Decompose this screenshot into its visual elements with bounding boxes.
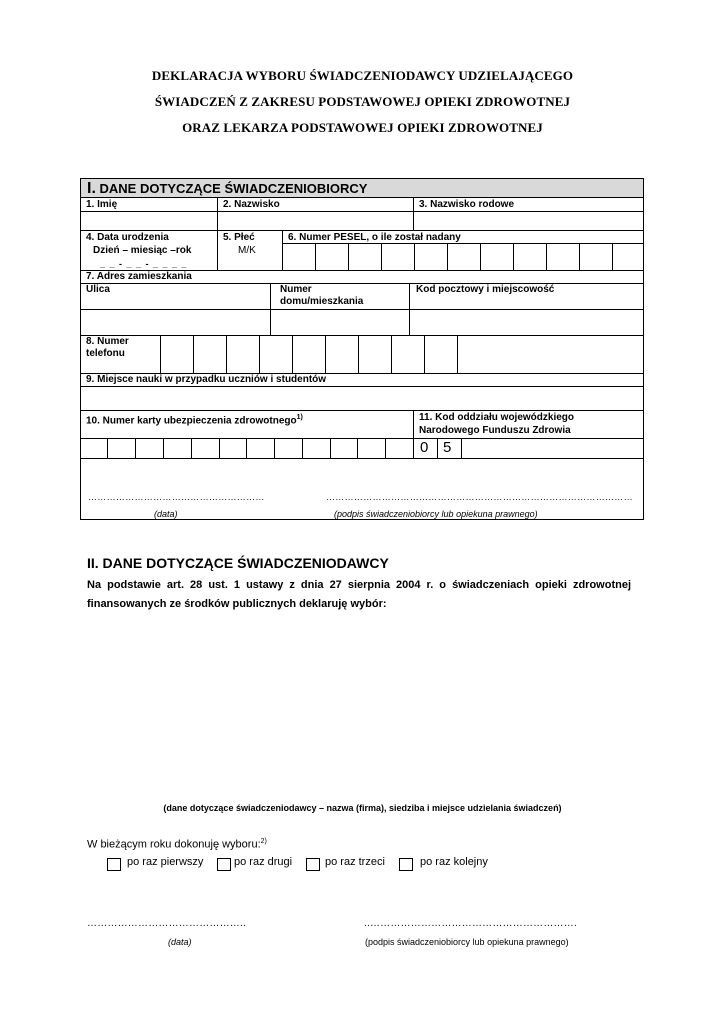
- label-miejsce-nauki: 9. Miejsce nauki w przypadku uczniów i studentów: [86, 374, 327, 385]
- checkbox-drugi[interactable]: [217, 858, 231, 871]
- label-pesel: 6. Numer PESEL, o ile został nadany: [288, 232, 461, 243]
- section-2-title: II. DANE DOTYCZĄCE ŚWIADCZENIODAWCY: [87, 555, 389, 571]
- section-1-title: DANE DOTYCZĄCE ŚWIADCZENIOBIORCY: [95, 181, 368, 196]
- label-karta: 10. Numer karty ubezpieczenia zdrowotnego$^{1)}$: [86, 414, 303, 427]
- signature-line-1: ………………………………………………………………………………………: [326, 492, 633, 502]
- label-plec: 5. Płeć: [223, 232, 255, 243]
- label-kod-oddzialu-2: Narodowego Funduszu Zdrowia: [419, 425, 571, 436]
- kod-digit-1: 0: [420, 439, 429, 456]
- option-trzeci: po raz trzeci: [325, 856, 385, 868]
- checkbox-trzeci[interactable]: [306, 858, 320, 871]
- label-nazwisko-rodowe: 3. Nazwisko rodowe: [419, 199, 515, 210]
- title-line-3: ORAZ LEKARZA PODSTAWOWEJ OPIEKI ZDROWOTNEJ: [182, 120, 543, 135]
- section-2-text-line-2: finansowanych ze środków publicznych deklaruję wybór:: [87, 598, 387, 610]
- title-line-2: ŚWIADCZEŃ Z ZAKRESU PODSTAWOWEJ OPIEKI ZDROWOTNEJ: [154, 94, 571, 109]
- signature-caption-2: (podpis świadczeniobiorcy lub opiekuna prawnego): [365, 937, 569, 947]
- provider-caption: (dane dotyczące świadczeniodawcy – nazwa (firma), siedziba i miejsce udzielania świadczeń): [163, 803, 562, 813]
- label-kod-pocztowy: Kod pocztowy i miejscowość: [416, 284, 555, 295]
- birthdate-mask: _ _ - _ _ - _ _ _ _: [100, 259, 188, 269]
- label-telefon-2: telefonu: [86, 348, 125, 359]
- section-2-text-line-1: Na podstawie art. 28 ust. 1 ustawy z dnia 27 sierpnia 2004 r. o świadczeniach opieki zdrowotnej: [87, 579, 631, 591]
- title-line-1: DEKLARACJA WYBORU ŚWIADCZENIODAWCY UDZIELAJĄCEGO: [151, 68, 574, 83]
- signature-caption-1: (podpis świadczeniobiorcy lub opiekuna prawnego): [334, 509, 538, 519]
- checkbox-kolejny[interactable]: [399, 858, 413, 871]
- signature-date-line-1: …………………………………………………: [88, 492, 265, 502]
- wybor-label: W bieżącym roku dokonuję wyboru:$^{2)}$: [87, 838, 267, 851]
- date-caption-2: (data): [168, 937, 192, 947]
- option-pierwszy: po raz pierwszy: [127, 856, 204, 868]
- label-data-format: Dzień – miesiąc –rok: [93, 245, 192, 256]
- label-data-urodzenia: 4. Data urodzenia: [86, 232, 169, 243]
- label-adres: 7. Adres zamieszkania: [86, 271, 192, 282]
- signature-line-2: ..…………………………………………………….: [364, 918, 577, 929]
- label-nazwisko: 2. Nazwisko: [223, 199, 280, 210]
- label-telefon-1: 8. Numer: [86, 336, 129, 347]
- label-imie: 1. Imię: [86, 199, 118, 210]
- label-numer-domu-2: domu/mieszkania: [280, 296, 364, 307]
- label-numer-domu-1: Numer: [280, 284, 312, 295]
- plec-options: M/K: [238, 245, 256, 256]
- date-caption-1: (data): [154, 509, 178, 519]
- option-drugi: po raz drugi: [234, 856, 293, 868]
- label-kod-oddzialu-1: 11. Kod oddziału wojewódzkiego: [419, 412, 575, 423]
- kod-digit-2: 5: [443, 439, 452, 456]
- option-kolejny: po raz kolejny: [420, 856, 488, 868]
- signature-date-line-2: ………………………………………..: [87, 918, 246, 929]
- section-1-header: [80, 178, 644, 198]
- label-ulica: Ulica: [86, 284, 110, 295]
- checkbox-pierwszy[interactable]: [107, 858, 121, 871]
- section-1-roman: I.: [87, 180, 96, 197]
